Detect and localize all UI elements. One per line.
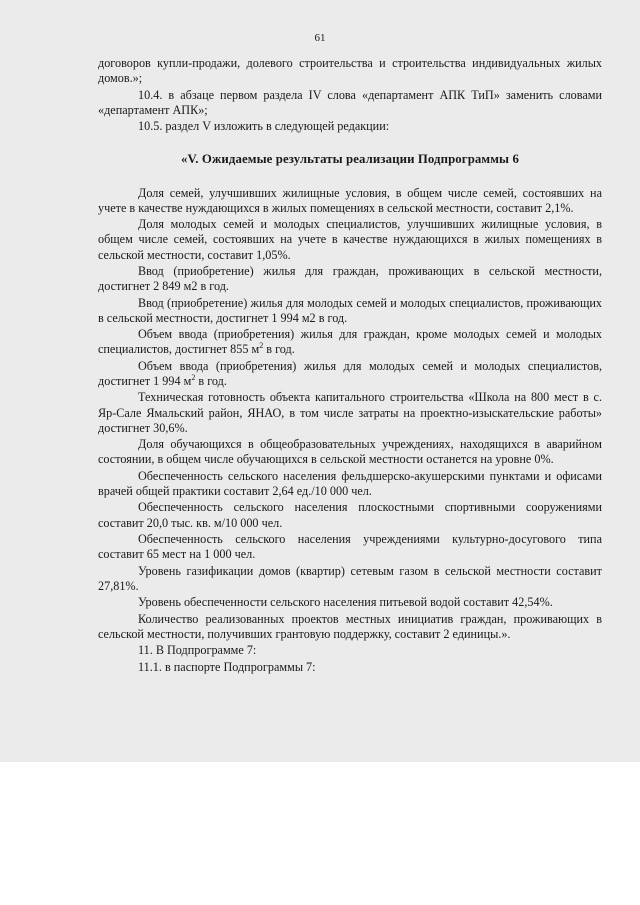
paragraph-contracts: договоров купли-продажи, долевого строительства и строительства индивидуальных жилых домов.»; xyxy=(98,56,602,86)
paragraph-11-1: 11.1. в паспорте Подпрограммы 7: xyxy=(138,659,316,674)
paragraph-10-5: 10.5. раздел V изложить в следующей редакции: xyxy=(138,119,390,134)
page-number: 61 xyxy=(314,32,326,44)
blank-margin xyxy=(0,762,640,905)
paragraph-young-housing-input: Ввод (приобретение) жилья для молодых семей и молодых специалистов, проживающих в сельской местности, достигнет 1 994 м2 в год. xyxy=(98,295,602,325)
paragraph-gasification: Уровень газификации домов (квартир) сетевым газом в сельской местности составит 27,81%. xyxy=(98,563,602,593)
paragraph-school-readiness: Техническая готовность объекта капитального строительства «Школа на 800 мест в с. Яр-Сале Ямальский район, ЯНАО, в том числе затраты на проектно-изыскательские работы» достигнет 30,6%. xyxy=(98,390,602,435)
text-run: в год. xyxy=(263,342,295,357)
paragraph-housing-volume xyxy=(98,327,602,357)
document-body xyxy=(98,56,602,676)
paragraph-medical-points: Обеспеченность сельского населения фельдшерско-акушерскими пунктами и офисами врачей общей практики составит 2,64 ед./10 000 чел. xyxy=(98,468,602,498)
paragraph-young-families-share: Доля молодых семей и молодых специалистов, улучшивших жилищные условия, в общем числе семей, состоявших на учете в качестве нуждающихся в жилых помещениях в сельской местности, составит 1,05%. xyxy=(98,217,602,262)
paragraph-housing-input: Ввод (приобретение) жилья для граждан, проживающих в сельской местности, достигнет 2 849 м2 в год. xyxy=(98,263,602,294)
text-run: Объем ввода (приобретения) жилья для молодых семей и молодых специалистов, достигнет 1 994 м xyxy=(98,358,602,388)
section-heading: «V. Ожидаемые результаты реализации Подпрограммы 6 xyxy=(181,152,519,167)
text-run: Объем ввода (приобретения) жилья для граждан, кроме молодых семей и молодых специалистов, достигнет 855 м xyxy=(98,327,602,357)
paragraph-10-4: 10.4. в абзаце первом раздела IV слова «департамент АПК ТиП» заменить словами «департамент АПК»; xyxy=(98,87,602,117)
superscript: 2 xyxy=(259,341,264,351)
text-run: в год. xyxy=(195,373,227,388)
paragraph-students-share: Доля обучающихся в общеобразовательных учреждениях, находящихся в аварийном состоянии, в общем числе обучающихся в сельской местности останется на уровне 0%. xyxy=(98,437,602,467)
paragraph-11: 11. В Подпрограмме 7: xyxy=(138,643,257,658)
paragraph-families-share: Доля семей, улучшивших жилищные условия, в общем числе семей, состоявших на учете в качестве нуждающихся в жилых помещениях в сельской местности, составит 2,1%. xyxy=(98,185,602,215)
paragraph-water-supply: Уровень обеспеченности сельского населения питьевой водой составит 42,54%. xyxy=(138,595,553,610)
paragraph-local-initiatives: Количество реализованных проектов местных инициатив граждан, проживающих в сельской местности, получивших грантовую поддержку, составит 2 единицы.». xyxy=(98,611,602,641)
paragraph-culture-institutions: Обеспеченность сельского населения учреждениями культурно-досугового типа составит 65 мест на 1 000 чел. xyxy=(98,531,602,562)
superscript: 2 xyxy=(191,372,196,382)
paragraph-young-housing-volume xyxy=(98,359,602,389)
paragraph-sports-facilities: Обеспеченность сельского населения плоскостными спортивными сооружениями составит 20,0 тыс. кв. м/10 000 чел. xyxy=(98,500,602,530)
